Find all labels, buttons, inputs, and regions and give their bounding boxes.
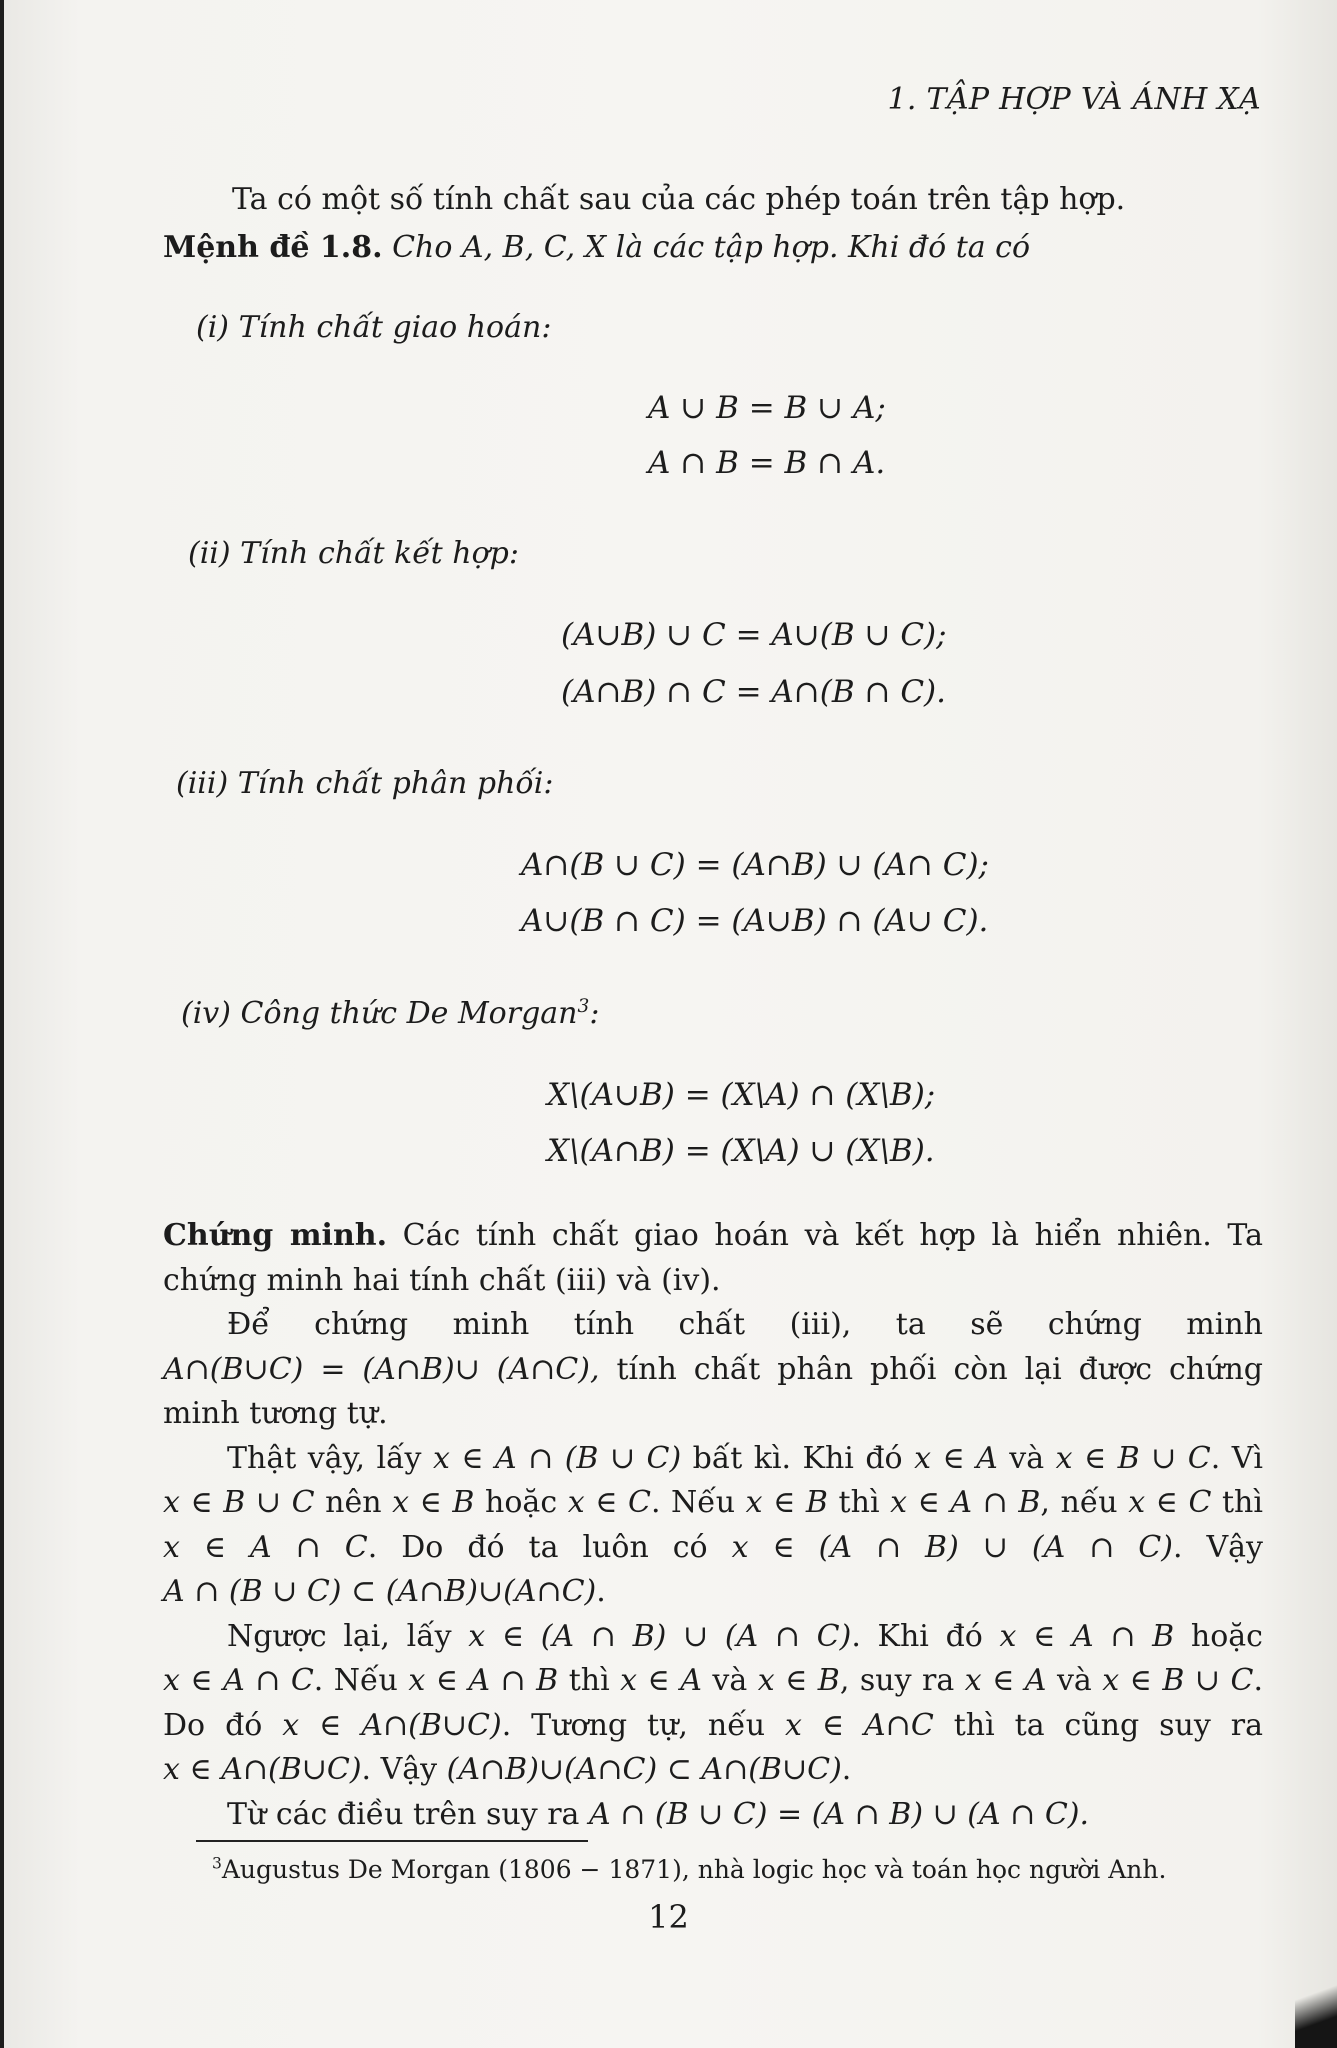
proposition-label: Mệnh đề 1.8. bbox=[163, 230, 383, 265]
proof-text: . Do đó bbox=[163, 1663, 1263, 1743]
proof-paragraph-5 bbox=[163, 1793, 1263, 1838]
footnote-ref: 3 bbox=[577, 996, 590, 1017]
math-expression: x ∈ A ∩ C bbox=[163, 1663, 314, 1698]
equation: (A∩B) ∩ C = A∩(B ∩ C). bbox=[561, 674, 947, 710]
item-ii-heading bbox=[188, 536, 519, 571]
proof-text: và bbox=[701, 1663, 758, 1698]
item-number: (ii) bbox=[188, 536, 231, 571]
proof-text: thì ta cũng suy ra bbox=[933, 1707, 1264, 1743]
proof-text: Từ các điều trên suy ra bbox=[227, 1796, 580, 1832]
proof-text: thì bbox=[1211, 1485, 1263, 1520]
running-head: 1. TẬP HỢP VÀ ÁNH XẠ bbox=[887, 82, 1261, 117]
proof-text: và bbox=[1046, 1663, 1103, 1698]
proof-text: Để chứng minh tính chất (iii), ta sẽ chứng minh bbox=[227, 1307, 1263, 1342]
proof-text: , nếu bbox=[1040, 1485, 1129, 1520]
proof-text: và bbox=[997, 1440, 1056, 1476]
item-iv-heading bbox=[181, 996, 599, 1031]
proof-text: . Do đó ta luôn có bbox=[367, 1529, 732, 1565]
proof-paragraph-2 bbox=[163, 1303, 1263, 1437]
footnote-text: Augustus De Morgan (1806 − 1871), nhà logic học và toán học người Anh. bbox=[221, 1855, 1167, 1884]
footnote-mark: 3 bbox=[212, 1854, 222, 1873]
equation: (A∪B) ∪ C = A∪(B ∪ C); bbox=[561, 617, 947, 653]
math-expression: x ∈ A∩(B∪C) bbox=[282, 1707, 502, 1743]
equation: A∪(B ∩ C) = (A∪B) ∩ (A∪ C). bbox=[521, 903, 989, 939]
proposition bbox=[163, 224, 1258, 271]
math-expression: x ∈ B bbox=[745, 1485, 828, 1520]
proof-text: . Vậy bbox=[1172, 1529, 1263, 1565]
proposition-statement: Cho A, B, C, X là các tập hợp. Khi đó ta có bbox=[392, 230, 1031, 265]
proof-text: thì bbox=[827, 1485, 891, 1520]
footnote bbox=[212, 1854, 1166, 1886]
proof-text: Thật vậy, lấy bbox=[227, 1440, 433, 1476]
proof-paragraph-3 bbox=[163, 1437, 1263, 1615]
proof-text: , suy ra bbox=[839, 1663, 965, 1698]
math-expression: A ∩ (B ∪ C) ⊂ (A∩B)∪(A∩C) bbox=[163, 1574, 597, 1609]
math-expression: A∩(B∪C) = (A∩B)∪ (A∩C), bbox=[163, 1351, 600, 1387]
proof-text: hoặc bbox=[1174, 1618, 1263, 1654]
footnote-divider bbox=[196, 1840, 588, 1842]
equation: A ∩ B = B ∩ A. bbox=[648, 445, 886, 481]
equation: X\(A∩B) = (X\A) ∪ (X\B). bbox=[547, 1133, 935, 1169]
math-expression: x ∈ B ∪ C bbox=[163, 1485, 315, 1520]
proof-text: . Vì bbox=[1210, 1440, 1263, 1476]
math-expression: x ∈ A∩C bbox=[784, 1707, 934, 1743]
item-title-suffix: : bbox=[589, 996, 600, 1031]
math-expression: x ∈ A bbox=[620, 1663, 702, 1698]
math-expression: x ∈ B ∪ C bbox=[1055, 1440, 1211, 1476]
proof-text: . bbox=[841, 1752, 852, 1787]
proof-text: bất kì. Khi đó bbox=[681, 1440, 915, 1476]
proof-label: Chứng minh. bbox=[163, 1218, 388, 1253]
proof-text: tính chất phân phối còn lại được chứng minh tương tự. bbox=[163, 1351, 1264, 1431]
math-expression: x ∈ A ∩ B bbox=[999, 1618, 1175, 1654]
math-expression: x ∈ A bbox=[914, 1440, 998, 1476]
intro-paragraph: Ta có một số tính chất sau của các phép toán trên tập hợp. bbox=[232, 182, 1126, 217]
math-expression: x ∈ (A ∩ B) ∪ (A ∩ C) bbox=[468, 1618, 852, 1654]
item-title: Tính chất kết hợp: bbox=[240, 536, 519, 571]
item-number: (iv) bbox=[181, 996, 231, 1031]
math-expression: x ∈ B bbox=[392, 1485, 475, 1520]
math-expression: x ∈ A ∩ B bbox=[408, 1663, 559, 1698]
proof-block bbox=[163, 1214, 1263, 1837]
math-expression: (A∩B)∪(A∩C) ⊂ A∩(B∪C) bbox=[446, 1752, 842, 1787]
proof-text: Các tính chất giao hoán và kết hợp là hiển nhiên. Ta chứng minh hai tính chất (iii) và (iv). bbox=[163, 1218, 1263, 1298]
proof-text: hoặc bbox=[474, 1485, 568, 1520]
math-expression: x ∈ C bbox=[1128, 1485, 1212, 1520]
proof-text: . Tương tự, nếu bbox=[501, 1707, 785, 1743]
item-i-heading bbox=[196, 310, 551, 345]
math-expression: x ∈ (A ∩ B) ∪ (A ∩ C) bbox=[731, 1529, 1173, 1565]
math-expression: x ∈ A ∩ C bbox=[163, 1529, 368, 1565]
equation: A∩(B ∪ C) = (A∩B) ∪ (A∩ C); bbox=[521, 847, 989, 883]
proof-text: thì bbox=[558, 1663, 621, 1698]
math-expression: x ∈ A ∩ B bbox=[890, 1485, 1041, 1520]
equation: X\(A∪B) = (X\A) ∩ (X\B); bbox=[547, 1077, 936, 1113]
proof-text: . Khi đó bbox=[851, 1618, 1000, 1654]
equation: A ∪ B = B ∪ A; bbox=[648, 390, 886, 426]
proof-paragraph-1 bbox=[163, 1214, 1263, 1303]
page-number: 12 bbox=[648, 1898, 689, 1936]
math-expression: x ∈ C bbox=[567, 1485, 651, 1520]
proof-text: . Vậy bbox=[361, 1752, 447, 1787]
item-title: Tính chất phân phối: bbox=[237, 766, 554, 801]
item-title: Công thức De Morgan bbox=[240, 996, 578, 1031]
proof-text: nên bbox=[314, 1485, 393, 1520]
item-number: (i) bbox=[196, 310, 230, 345]
proof-paragraph-4 bbox=[163, 1615, 1263, 1793]
page-binding-edge bbox=[0, 0, 4, 2048]
proof-text: . bbox=[596, 1574, 606, 1609]
math-expression: x ∈ A∩(B∪C) bbox=[163, 1752, 362, 1787]
page-corner-shadow bbox=[1295, 1958, 1337, 2048]
item-title: Tính chất giao hoán: bbox=[238, 310, 552, 345]
proof-text: . Nếu bbox=[650, 1485, 746, 1520]
math-expression: x ∈ A ∩ (B ∪ C) bbox=[432, 1440, 682, 1476]
math-expression: x ∈ B bbox=[757, 1663, 840, 1698]
proof-text: Ngược lại, lấy bbox=[227, 1618, 469, 1654]
proof-text: . Nếu bbox=[313, 1663, 409, 1698]
item-iii-heading bbox=[176, 766, 553, 801]
math-expression: x ∈ B ∪ C bbox=[1102, 1663, 1254, 1698]
math-expression: x ∈ A bbox=[964, 1663, 1047, 1698]
math-expression: A ∩ (B ∪ C) = (A ∩ B) ∪ (A ∩ C). bbox=[589, 1796, 1090, 1832]
item-number: (iii) bbox=[176, 766, 229, 801]
